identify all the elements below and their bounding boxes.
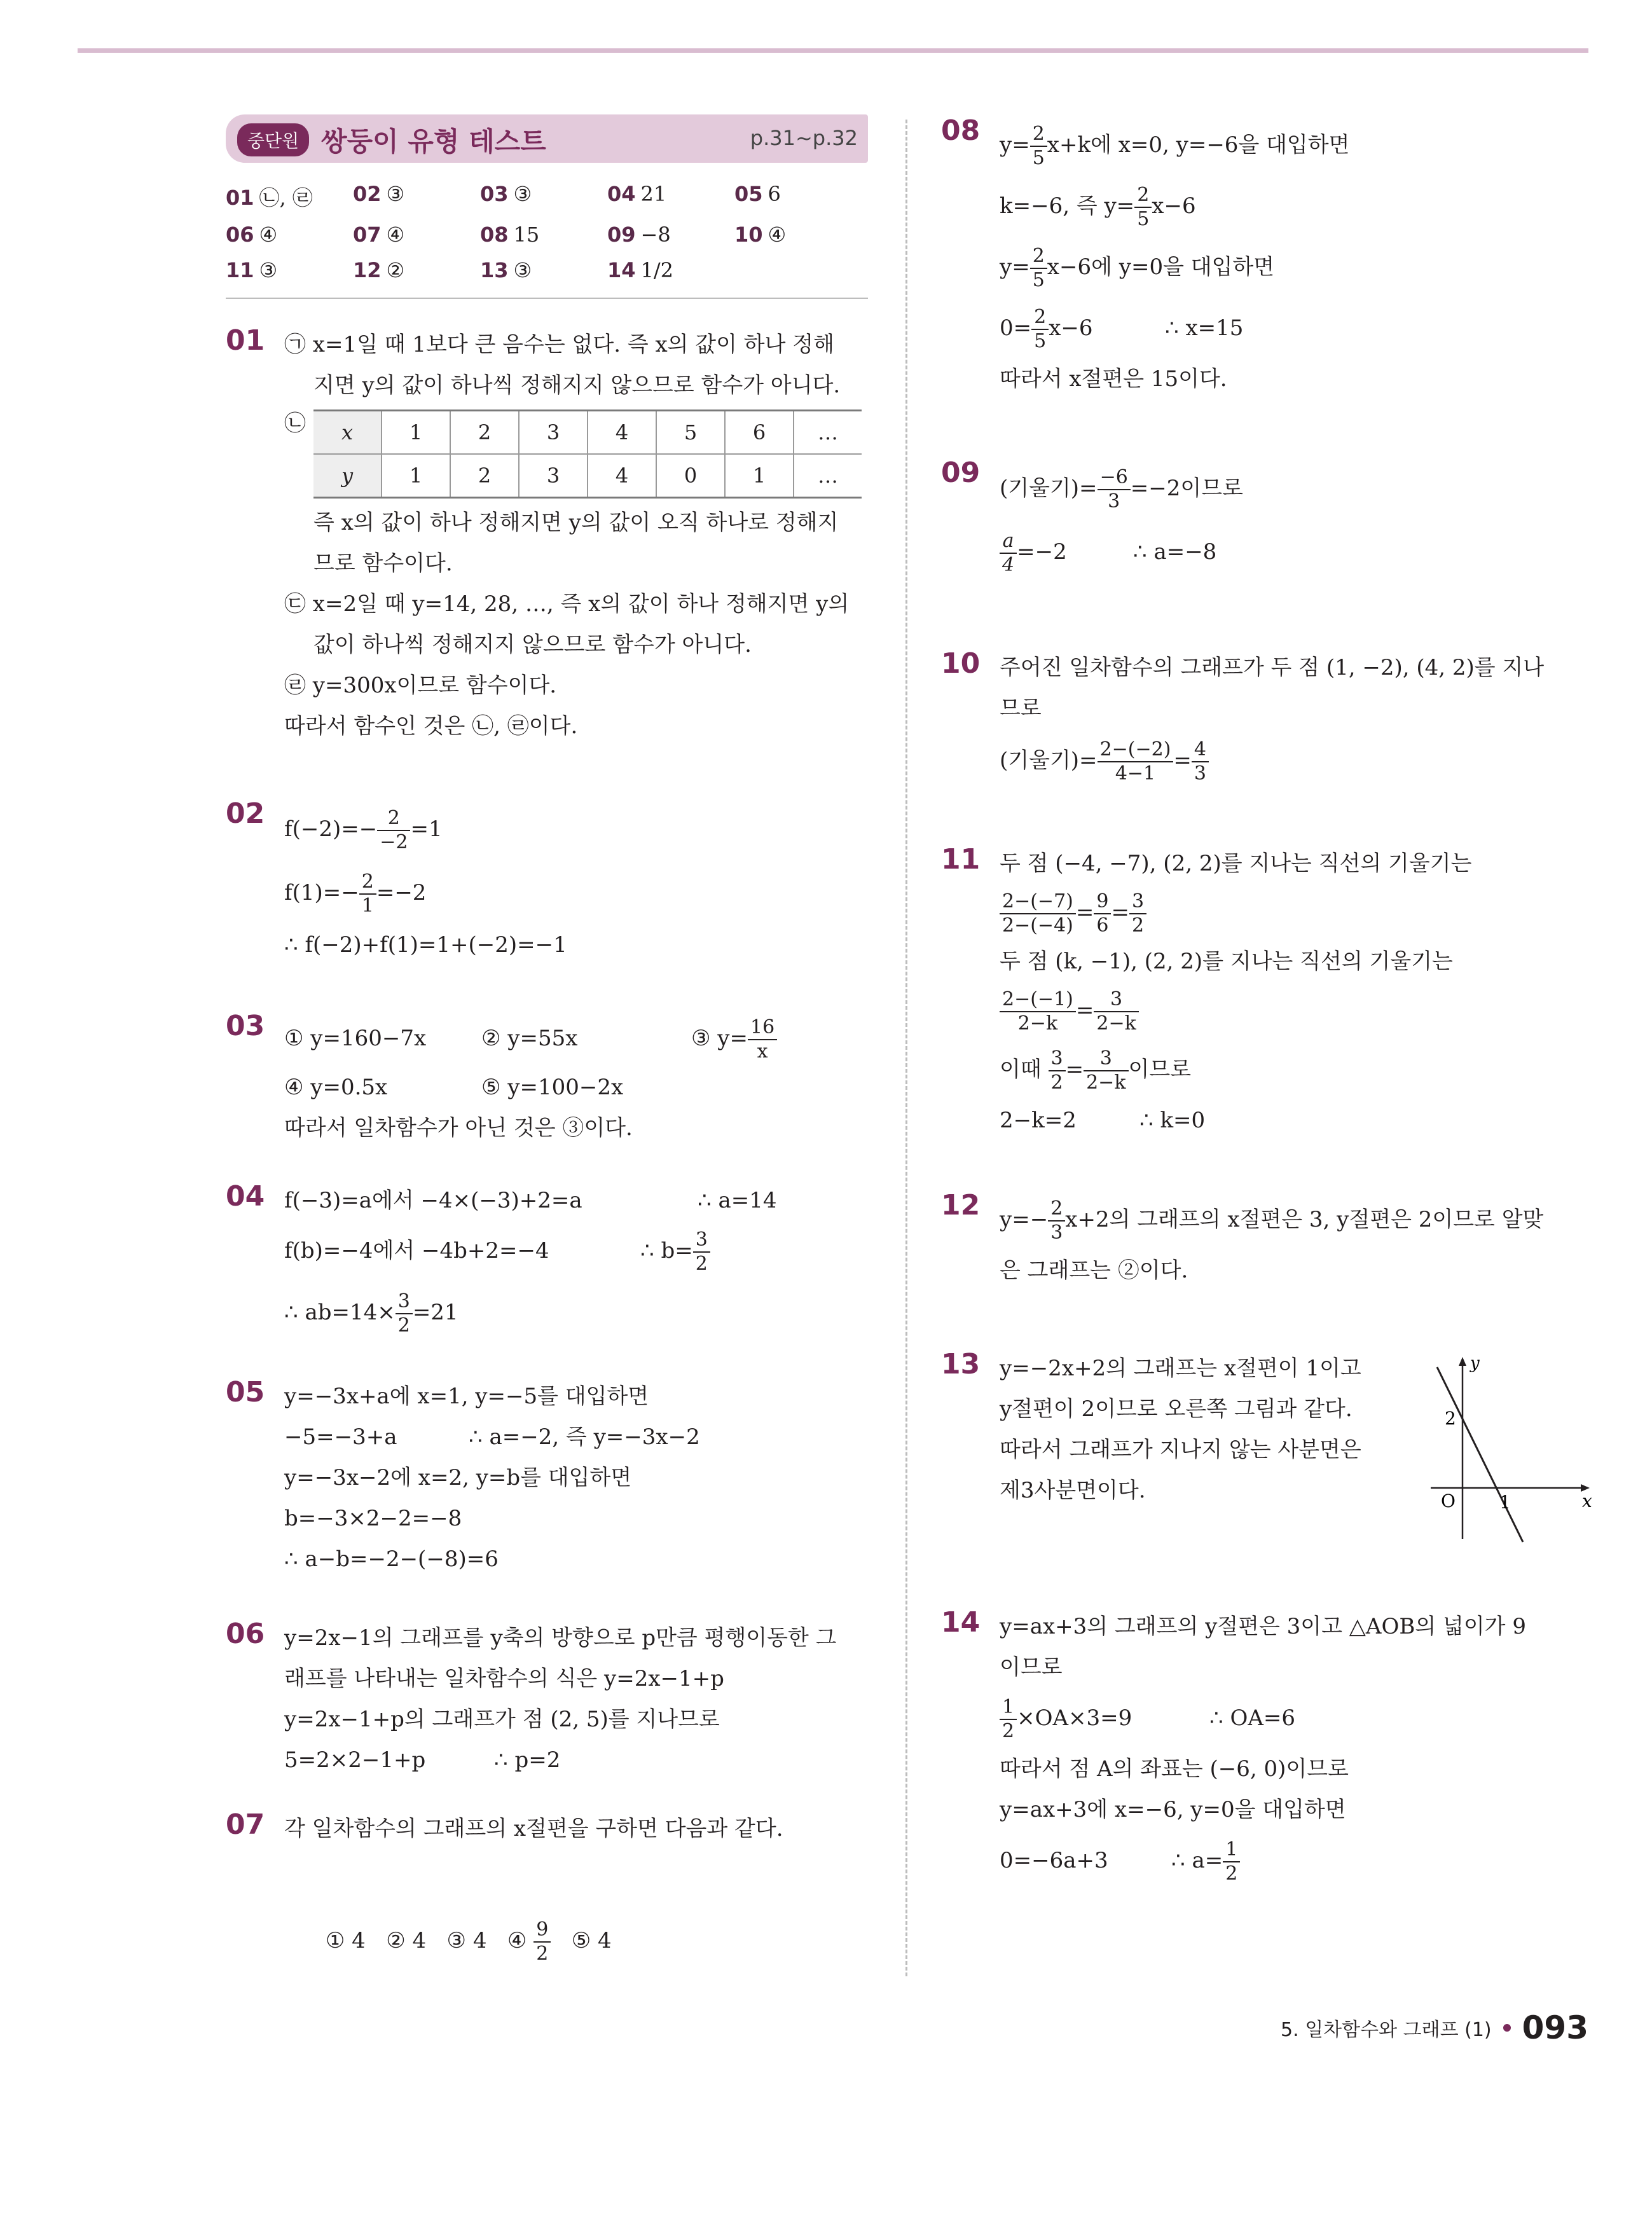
numerator: 2 xyxy=(1031,306,1049,330)
problem-number: 10 xyxy=(941,647,981,680)
math-text: 5=2×2−1+p xyxy=(284,1747,426,1773)
equation-line xyxy=(284,1180,868,1221)
option: ① y=160−7x xyxy=(284,1026,427,1051)
table-cell: 3 xyxy=(519,411,588,455)
answer-value: 15 xyxy=(513,223,540,247)
equation-line xyxy=(1000,176,1596,237)
answer-number: 10 xyxy=(734,223,763,247)
numerator: 1 xyxy=(1223,1838,1240,1862)
equation-line xyxy=(284,797,868,861)
equation-line xyxy=(284,1740,868,1780)
numerator: 3 xyxy=(1129,890,1146,914)
problem-05 xyxy=(226,1376,868,1580)
equation-line xyxy=(1000,982,1596,1039)
problem-08 xyxy=(941,114,1596,399)
math-text: ∴ a=−8 xyxy=(1133,539,1217,565)
answer-key xyxy=(226,182,868,282)
denominator: 3 xyxy=(1194,762,1207,785)
numerator: 4 xyxy=(1192,738,1209,762)
math-text: x−6 xyxy=(1152,193,1196,219)
equation-line xyxy=(1000,1688,1596,1749)
equation-line xyxy=(1000,884,1596,941)
option xyxy=(691,1010,777,1067)
denominator: 2 xyxy=(1131,914,1145,937)
table-cell: 1 xyxy=(725,454,794,498)
table-cell: 6 xyxy=(725,411,794,455)
problem-number: 05 xyxy=(226,1376,265,1408)
fraction xyxy=(693,1229,710,1276)
answer-item xyxy=(480,258,607,282)
text-line: y=ax+3에 x=−6, y=0을 대입하면 xyxy=(1000,1797,1346,1822)
numerator: 2 xyxy=(1048,1197,1065,1222)
answer-value: 6 xyxy=(767,182,781,206)
problem-number: 11 xyxy=(941,843,981,876)
problem-01 xyxy=(226,324,868,747)
denominator: x xyxy=(757,1040,768,1063)
text-line: 두 점 (−4, −7), (2, 2)를 지나는 직선의 기울기는 xyxy=(1000,851,1472,876)
text-line: y=2x−1의 그래프를 y축의 방향으로 p만큼 평행이동한 그 xyxy=(284,1625,837,1651)
numerator: 3 xyxy=(396,1290,413,1314)
left-column xyxy=(226,114,868,2032)
fraction xyxy=(1192,738,1209,785)
answer-item xyxy=(607,182,734,211)
numerator: −6 xyxy=(1098,466,1131,490)
option: ⑤ y=100−2x xyxy=(481,1075,624,1100)
denominator: 2 xyxy=(1002,1720,1015,1742)
fraction xyxy=(1030,123,1047,170)
math-text xyxy=(640,1221,710,1281)
text-line: 따라서 x절편은 15이다. xyxy=(1000,366,1227,392)
answer-item xyxy=(734,182,862,211)
math-text: ×OA×3=9 xyxy=(1017,1705,1132,1731)
y-axis-label: y xyxy=(1470,1354,1480,1373)
options-line xyxy=(284,1849,868,2032)
text-line: 므로 함수이다. xyxy=(313,551,453,576)
denominator: 5 xyxy=(1032,269,1045,291)
fraction xyxy=(1048,1197,1065,1244)
denominator: 6 xyxy=(1096,914,1109,937)
table-cell: 3 xyxy=(519,454,588,498)
equation-line xyxy=(1000,114,1596,176)
section-badge: 중단원 xyxy=(237,123,309,156)
function-table xyxy=(313,410,862,499)
math-text: y= xyxy=(1000,132,1030,158)
math-text: ∴ b= xyxy=(640,1238,693,1263)
math-text: =−2 xyxy=(376,880,427,905)
answer-item xyxy=(226,182,353,211)
answer-number: 12 xyxy=(353,258,382,282)
math-text: ⑤ 4 xyxy=(551,1928,612,1953)
math-text: 0= xyxy=(1000,315,1032,341)
table-cell: 2 xyxy=(450,454,519,498)
numerator: a xyxy=(1000,530,1017,554)
problem-number: 08 xyxy=(941,114,981,147)
math-text: ∴ x=15 xyxy=(1165,315,1244,341)
denominator: 2−k xyxy=(1096,1012,1136,1035)
problem-number: 12 xyxy=(941,1189,981,1222)
section-header xyxy=(226,114,868,163)
fraction xyxy=(1049,1047,1066,1094)
answer-item xyxy=(734,223,862,247)
answer-value: ④ xyxy=(259,223,278,247)
answer-number: 06 xyxy=(226,223,254,247)
math-text: y= xyxy=(1000,254,1030,280)
math-text: f(b)=−4에서 −4b+2=−4 xyxy=(284,1238,549,1263)
section-title: 쌍둥이 유형 테스트 xyxy=(321,126,546,157)
fraction xyxy=(396,1290,413,1337)
numerator: 2−(−1) xyxy=(1000,988,1076,1012)
text-line: 이므로 xyxy=(1000,1655,1063,1680)
table-cell: 2 xyxy=(450,411,519,455)
equation-line xyxy=(1000,1189,1596,1250)
text-line: 제3사분면이다. xyxy=(1000,1478,1146,1503)
math-text: ∴ OA=6 xyxy=(1209,1705,1295,1731)
math-text: f(−2)=− xyxy=(284,816,378,842)
fraction xyxy=(1031,306,1049,353)
answer-number: 09 xyxy=(607,223,636,247)
answer-value: 21 xyxy=(640,182,667,206)
math-text: ∴ ab=14× xyxy=(284,1300,396,1325)
page-range: p.31~p.32 xyxy=(750,126,858,150)
problem-14 xyxy=(941,1606,1596,1891)
numerator: 2 xyxy=(377,807,410,831)
top-rule xyxy=(78,48,1588,53)
math-text: (기울기)= xyxy=(1000,476,1098,501)
numerator: 3 xyxy=(693,1229,710,1253)
graph-line xyxy=(1437,1367,1523,1542)
answer-number: 04 xyxy=(607,182,636,206)
text-line: 따라서 점 A의 좌표는 (−6, 0)이므로 xyxy=(1000,1756,1349,1782)
numerator: 9 xyxy=(1094,890,1111,914)
answer-number: 01 xyxy=(226,186,254,210)
x-intercept-label: 1 xyxy=(1499,1492,1511,1513)
problem-04 xyxy=(226,1180,868,1344)
numerator: 16 xyxy=(748,1016,777,1040)
denominator: 2−k xyxy=(1017,1012,1058,1035)
answer-item xyxy=(480,223,607,247)
origin-label: O xyxy=(1441,1490,1456,1511)
option: ④ y=0.5x xyxy=(284,1075,388,1100)
answer-item xyxy=(226,223,353,247)
math-text: x+k에 x=0, y=−6을 대입하면 xyxy=(1047,132,1350,158)
math-text xyxy=(1171,1830,1240,1891)
problem-13 xyxy=(941,1348,1596,1511)
math-text: = xyxy=(1173,748,1192,773)
y-axis-arrow xyxy=(1459,1357,1466,1366)
math-text: ③ y= xyxy=(691,1026,748,1051)
text-line: 따라서 일차함수가 아닌 것은 ③이다. xyxy=(284,1115,633,1141)
column-divider xyxy=(905,120,907,1976)
table-cell: 4 xyxy=(588,411,656,455)
math-text: = xyxy=(1075,998,1094,1023)
math-text: x−6 xyxy=(1049,315,1093,341)
problem-number: 02 xyxy=(226,797,265,830)
problem-number: 14 xyxy=(941,1606,981,1639)
problem-11 xyxy=(941,843,1596,1141)
text-line: 따라서 그래프가 지나지 않는 사분면은 xyxy=(1000,1437,1361,1463)
text-line: y절편이 2이므로 오른쪽 그림과 같다. xyxy=(1000,1396,1353,1422)
equation-line xyxy=(1000,520,1596,584)
numerator: 2 xyxy=(1030,123,1047,147)
fraction xyxy=(1000,530,1017,577)
math-text: =1 xyxy=(410,816,443,842)
problem-number: 13 xyxy=(941,1348,981,1380)
denominator: 2 xyxy=(1225,1862,1238,1885)
math-text: k=−6, 즉 y= xyxy=(1000,193,1135,219)
table-cell: … xyxy=(794,411,862,455)
math-text: ① 4 ② 4 ③ 4 ④ xyxy=(325,1928,534,1953)
numerator: 2−(−7) xyxy=(1000,890,1076,914)
text-line: 따라서 함수인 것은 ㉡, ㉣이다. xyxy=(284,713,578,739)
table-cell: 5 xyxy=(656,411,725,455)
numerator: 2−(−2) xyxy=(1098,738,1174,762)
equation-line xyxy=(1000,1830,1596,1891)
text-line: ㉢ x=2일 때 y=14, 28, …, 즉 x의 값이 하나 정해지면 y의 xyxy=(284,591,850,617)
answer-number: 14 xyxy=(607,258,636,282)
fraction xyxy=(533,1918,551,1965)
text-line: y=−3x+a에 x=1, y=−5를 대입하면 xyxy=(284,1384,649,1409)
math-text: x+2의 그래프의 x절편은 3, y절편은 2이므로 알맞 xyxy=(1065,1207,1544,1232)
equation-line xyxy=(1000,457,1596,520)
table-row xyxy=(313,454,862,498)
text-line: ㉣ y=300x이므로 함수이다. xyxy=(284,673,557,698)
equation-line xyxy=(284,861,868,925)
math-text: =21 xyxy=(412,1300,458,1325)
fraction xyxy=(1084,1047,1128,1094)
page-footer xyxy=(1281,2009,1588,2046)
table-cell: 1 xyxy=(382,454,450,498)
problem-number: 07 xyxy=(226,1808,265,1841)
problem-09 xyxy=(941,457,1596,584)
circled-mark: ㉡ xyxy=(284,411,306,436)
fraction xyxy=(1094,890,1111,937)
answer-value: ② xyxy=(386,258,405,282)
page-number: 093 xyxy=(1522,2009,1588,2046)
numerator: 9 xyxy=(533,1918,551,1943)
numerator: 3 xyxy=(1049,1047,1066,1071)
answer-number: 02 xyxy=(353,182,382,206)
denominator: 3 xyxy=(1108,490,1120,513)
answer-item xyxy=(353,223,480,247)
equation-line: ∴ f(−2)+f(1)=1+(−2)=−1 xyxy=(284,932,567,958)
text-line: y=ax+3의 그래프의 y절편은 3이고 △AOB의 넓이가 9 xyxy=(1000,1614,1526,1639)
denominator: 4 xyxy=(1002,554,1015,576)
answer-item xyxy=(607,258,734,282)
math-text: ∴ a=−2, 즉 y=−3x−2 xyxy=(469,1424,700,1450)
answer-number: 05 xyxy=(734,182,763,206)
table-cell: 4 xyxy=(588,454,656,498)
denominator: 3 xyxy=(1050,1222,1063,1244)
math-text: −5=−3+a xyxy=(284,1424,397,1450)
answer-value: ③ xyxy=(513,258,532,282)
answer-item xyxy=(480,182,607,211)
denominator: 2 xyxy=(1050,1071,1063,1094)
chapter-title: 5. 일차함수와 그래프 (1) xyxy=(1281,2019,1492,2041)
text-line: 은 그래프는 ②이다. xyxy=(1000,1258,1188,1283)
text-line: 래프를 나타내는 일차함수의 식은 y=2x−1+p xyxy=(284,1666,724,1691)
math-text: ∴ k=0 xyxy=(1139,1108,1206,1133)
answer-item xyxy=(607,223,734,247)
math-text: ∴ a= xyxy=(1171,1848,1223,1873)
problem-number: 01 xyxy=(226,324,265,357)
equation-line: ∴ a−b=−2−(−8)=6 xyxy=(284,1546,499,1572)
answer-item xyxy=(226,258,353,282)
equation-line xyxy=(284,1281,868,1344)
fraction xyxy=(1098,466,1131,513)
answer-number: 08 xyxy=(480,223,509,247)
denominator: 5 xyxy=(1137,208,1150,230)
text-line: 각 일차함수의 그래프의 x절편을 구하면 다음과 같다. xyxy=(284,1816,783,1841)
equation-line xyxy=(1000,1039,1596,1100)
answer-value: ③ xyxy=(259,258,278,282)
denominator: 2 xyxy=(695,1253,708,1275)
math-text: 2−k=2 xyxy=(1000,1108,1077,1133)
equation-line xyxy=(1000,1100,1596,1141)
problem-number: 06 xyxy=(226,1618,265,1650)
table-row xyxy=(313,411,862,455)
equation-line xyxy=(284,1221,868,1281)
math-text: y=− xyxy=(1000,1207,1049,1232)
problem-02 xyxy=(226,797,868,965)
text-line: 므로 xyxy=(1000,696,1042,721)
text-line: y=2x−1+p의 그래프가 점 (2, 5)를 지나므로 xyxy=(284,1707,720,1732)
denominator: 4−1 xyxy=(1115,762,1156,785)
function-table-block xyxy=(284,410,868,499)
answer-item xyxy=(353,258,480,282)
math-text: =−2 xyxy=(1017,539,1067,565)
text-line: 두 점 (k, −1), (2, 2)를 지나는 직선의 기울기는 xyxy=(1000,949,1453,974)
equation-line xyxy=(1000,237,1596,298)
denominator: 2−(−4) xyxy=(1002,914,1073,937)
math-text: ∴ p=2 xyxy=(494,1747,561,1773)
math-text: 0=−6a+3 xyxy=(1000,1848,1108,1873)
fraction xyxy=(1094,988,1138,1035)
math-text: ∴ a=14 xyxy=(698,1188,777,1213)
answer-number: 07 xyxy=(353,223,382,247)
math-text: (기울기)= xyxy=(1000,748,1098,773)
problem-number: 04 xyxy=(226,1180,265,1213)
fraction xyxy=(1134,184,1152,231)
table-cell: 1 xyxy=(382,411,450,455)
answer-divider xyxy=(226,298,868,299)
fraction xyxy=(359,871,376,918)
numerator: 3 xyxy=(1094,988,1138,1012)
equation-line: b=−3×2−2=−8 xyxy=(284,1506,462,1531)
option: ② y=55x xyxy=(481,1026,578,1051)
math-text: 이므로 xyxy=(1128,1057,1192,1082)
answer-number: 11 xyxy=(226,258,254,282)
problem-03 xyxy=(226,1010,868,1148)
fraction xyxy=(377,807,410,854)
text-line: ㉠ x=1일 때 1보다 큰 음수는 없다. 즉 x의 값이 하나 정해 xyxy=(284,332,834,357)
right-column xyxy=(941,114,1596,1891)
table-cell: y xyxy=(313,454,382,498)
denominator: 2 xyxy=(536,1943,549,1965)
denominator: 2 xyxy=(397,1314,410,1337)
text-line: 지면 y의 값이 하나씩 정해지지 않으므로 함수가 아니다. xyxy=(313,373,841,398)
math-text: x−6에 y=0을 대입하면 xyxy=(1047,254,1275,280)
denominator: −2 xyxy=(380,831,408,853)
fraction xyxy=(1000,890,1076,937)
options-line xyxy=(284,1010,868,1067)
math-text: = xyxy=(1065,1057,1084,1082)
fraction xyxy=(1030,245,1047,292)
answer-number: 03 xyxy=(480,182,509,206)
numerator: 1 xyxy=(1000,1696,1017,1720)
fraction xyxy=(1098,738,1174,785)
denominator: 5 xyxy=(1032,147,1045,169)
answer-value: −8 xyxy=(640,223,671,247)
y-intercept-label: 2 xyxy=(1445,1408,1456,1429)
options-line xyxy=(284,1067,868,1108)
math-text: = xyxy=(1075,900,1094,925)
problem-10 xyxy=(941,647,1596,792)
numerator: 2 xyxy=(1030,245,1047,269)
equation-line xyxy=(284,1417,868,1457)
fraction xyxy=(748,1016,777,1063)
math-text: 이때 xyxy=(1000,1057,1049,1082)
answer-value: ③ xyxy=(386,182,405,206)
problem-12 xyxy=(941,1189,1596,1291)
answer-value: 1/2 xyxy=(640,258,674,282)
fraction xyxy=(1000,1696,1017,1743)
answer-value: ③ xyxy=(513,182,532,206)
answer-value: ④ xyxy=(767,223,787,247)
x-axis-label: x xyxy=(1582,1490,1592,1511)
equation-line xyxy=(1000,298,1596,359)
numerator: 3 xyxy=(1084,1047,1128,1071)
answer-number: 13 xyxy=(480,258,509,282)
answer-value: ④ xyxy=(386,223,405,247)
numerator: 2 xyxy=(1134,184,1152,208)
text-line: 값이 하나씩 정해지지 않으므로 함수가 아니다. xyxy=(313,632,752,657)
denominator: 2−k xyxy=(1086,1071,1126,1094)
text-line: 즉 x의 값이 하나 정해지면 y의 값이 오직 하나로 정해지 xyxy=(313,510,839,535)
table-cell: … xyxy=(794,454,862,498)
answer-value: ㉡, ㉣ xyxy=(259,186,313,210)
answer-item xyxy=(353,182,480,211)
text-line: y=−3x−2에 x=2, y=b를 대입하면 xyxy=(284,1465,632,1490)
math-text: f(−3)=a에서 −4×(−3)+2=a xyxy=(284,1188,582,1213)
problem-07 xyxy=(226,1808,868,2032)
numerator: 2 xyxy=(359,871,376,895)
equation-line xyxy=(1000,729,1596,792)
problem-number: 03 xyxy=(226,1010,265,1042)
math-text: =−2이므로 xyxy=(1130,476,1243,501)
problem-number: 09 xyxy=(941,457,981,489)
math-text: f(1)=− xyxy=(284,880,359,905)
fraction xyxy=(1129,890,1146,937)
table-cell: 0 xyxy=(656,454,725,498)
text-line: 주어진 일차함수의 그래프가 두 점 (1, −2), (4, 2)를 지나 xyxy=(1000,655,1545,680)
table-cell: x xyxy=(313,411,382,455)
denominator: 5 xyxy=(1034,330,1047,352)
linear-graph xyxy=(1431,1354,1596,1545)
problem-06 xyxy=(226,1618,868,1780)
fraction xyxy=(1000,988,1076,1035)
text-line: y=−2x+2의 그래프는 x절편이 1이고 xyxy=(1000,1356,1361,1381)
fraction xyxy=(1223,1838,1240,1885)
math-text: = xyxy=(1111,900,1129,925)
denominator: 1 xyxy=(361,895,374,917)
footer-dot xyxy=(1503,2024,1511,2032)
